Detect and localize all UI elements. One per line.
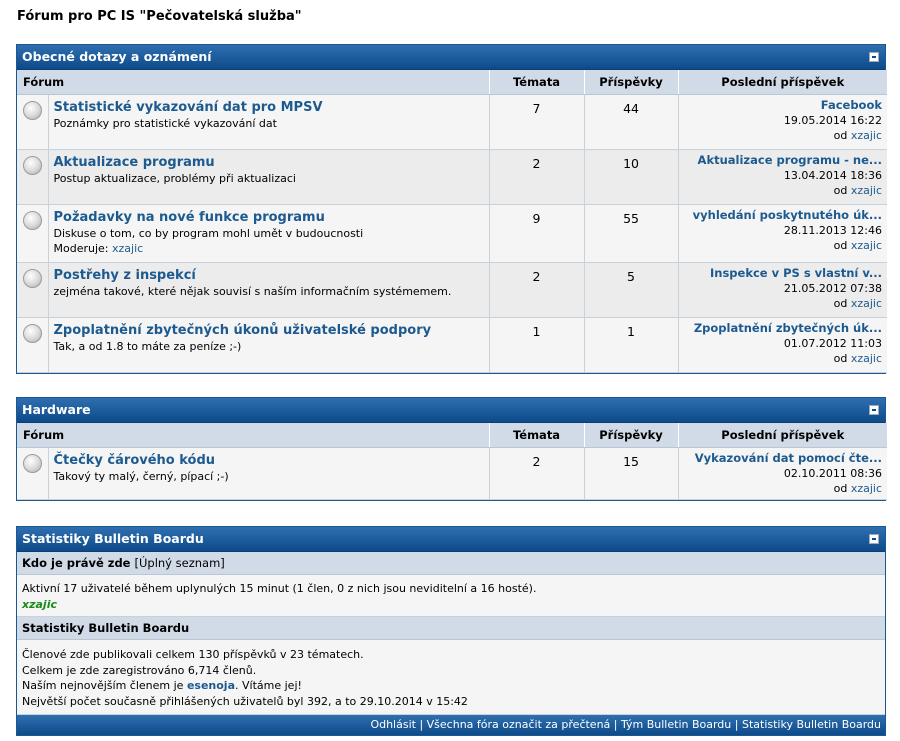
category-hardware [16,397,886,501]
by-label: od [833,239,848,252]
last-post-user-link[interactable]: xzajic [850,239,883,252]
forum-topics-count: 2 [489,263,584,318]
board-stats-title: Statistiky Bulletin Boardu [22,621,190,635]
last-post-author [684,296,883,311]
last-post-user-link[interactable]: xzajic [850,482,883,495]
last-post-user-link[interactable]: xzajic [850,129,883,142]
forum-posts-count: 5 [584,263,678,318]
who-online-body [17,575,885,617]
forum-posts-count: 55 [584,205,678,263]
forum-posts-count: 10 [584,150,678,205]
last-post-author [684,183,883,198]
last-post-author [684,128,883,143]
forum-description: Diskuse o tom, co by program mohl umět v budoucnosti [53,227,364,240]
forum-posts-count: 1 [584,318,678,373]
who-online-title: Kdo je právě zde [22,556,131,570]
forum-last-post-cell [678,448,887,500]
forum-title-link[interactable]: Postřehy z inspekcí [53,268,196,283]
col-posts: Příspěvky [584,70,678,95]
forum-topics-count: 2 [489,448,584,500]
stats-title: Statistiky Bulletin Boardu [22,531,204,546]
forum-table [17,70,887,373]
moderator-link[interactable]: xzajic [112,242,144,255]
last-post-date: 01.07.2012 11:03 [783,337,883,350]
board-stats-header [17,617,885,640]
forum-status-cell [17,318,48,373]
forum-info-cell [48,263,489,318]
forum-description: Tak, a od 1.8 to máte za peníze ;-) [53,340,242,353]
board-stats-body [17,640,885,715]
collapse-icon[interactable] [869,52,879,62]
by-label: od [833,184,848,197]
moderator-label: Moderuje: [53,242,109,255]
forum-row [17,448,887,500]
forum-table-header [17,423,887,448]
forum-status-cell [17,263,48,318]
forum-info-cell [48,95,489,150]
last-post-title-link[interactable]: Vykazování dat pomocí čte... [694,451,883,465]
col-forum: Fórum [17,423,489,448]
stats-members-line: Celkem je zde zaregistrováno 6,714 členů. [22,663,257,677]
stats-newest-line [22,678,880,694]
forum-status-cell [17,150,48,205]
last-post-author [684,481,883,496]
forum-info-cell [48,205,489,263]
last-post-user-link[interactable]: xzajic [850,352,883,365]
board-stats-link[interactable]: Statistiky Bulletin Boardu [741,718,881,731]
col-topics: Témata [489,70,584,95]
forum-status-cell [17,448,48,500]
forum-title-link[interactable]: Aktualizace programu [53,155,215,170]
forum-row [17,95,887,150]
collapse-icon[interactable] [869,405,879,415]
forum-status-icon [23,211,42,230]
forum-posts-count: 44 [584,95,678,150]
forum-status-icon [23,101,42,120]
collapse-icon[interactable] [869,534,879,544]
last-post-date: 19.05.2014 16:22 [783,114,883,127]
forum-moderators [54,241,484,256]
by-label: od [833,352,848,365]
forum-last-post-cell [678,263,887,318]
category-title[interactable]: Hardware [22,402,91,417]
forum-row [17,318,887,373]
last-post-date: 28.11.2013 12:46 [783,224,883,237]
forum-description: Poznámky pro statistické vykazování dat [53,117,277,130]
forum-table [17,423,887,500]
forum-row [17,150,887,205]
forum-posts-count: 15 [584,448,678,500]
stats-header [17,527,885,552]
category-header [17,45,885,70]
forum-description: zejména takové, které nějak souvisí s naším informačním systémemem. [53,285,452,298]
forum-row [17,263,887,318]
forum-status-icon [23,269,42,288]
logout-link[interactable]: Odhlásit [370,718,416,731]
stats-record-line: Největší počet současně přihlášených uživatelů byl 392, a to 29.10.2014 v 15:42 [22,694,468,708]
last-post-title-link[interactable]: Zpoplatnění zbytečných úk... [693,321,883,335]
last-post-title-link[interactable]: Facebook [820,98,883,112]
stats-panel [16,526,886,736]
forum-info-cell [48,150,489,205]
full-list-link[interactable]: [Úplný seznam] [134,556,225,570]
col-topics: Témata [489,423,584,448]
last-post-date: 02.10.2011 08:36 [783,467,883,480]
category-header [17,398,885,423]
col-posts: Příspěvky [584,423,678,448]
by-label: od [833,129,848,142]
who-online-text: Aktivní 17 uživatelé během uplynulých 15 minut (1 člen, 0 z nich jsou neviditelní a 16 hosté). [22,582,537,595]
forum-status-cell [17,95,48,150]
category-general [16,44,886,374]
last-post-title-link[interactable]: Inspekce v PS s vlastní v... [710,266,883,280]
last-post-user-link[interactable]: xzajic [850,297,883,310]
forum-status-icon [23,156,42,175]
forum-last-post-cell [678,318,887,373]
last-post-author [684,238,883,253]
forum-last-post-cell [678,95,887,150]
last-post-title-link[interactable]: vyhledání poskytnutého úk... [692,208,883,222]
forum-topics-count: 2 [489,150,584,205]
forum-last-post-cell [678,150,887,205]
who-online-header [17,552,885,575]
by-label: od [833,297,848,310]
forum-topics-count: 1 [489,318,584,373]
newest-suffix: . Vítáme jej! [235,679,302,692]
forum-description: Postup aktualizace, problémy při aktualizaci [53,172,296,185]
last-post-author [684,351,883,366]
mark-all-read-link[interactable]: Všechna fóra označit za přečtená [426,718,611,731]
last-post-date: 21.05.2012 07:38 [783,282,883,295]
forum-row [17,205,887,263]
forum-last-post-cell [678,205,887,263]
forum-status-icon [23,324,42,343]
team-link[interactable]: Tým Bulletin Boardu [621,718,732,731]
last-post-title-link[interactable]: Aktualizace programu - ne... [697,153,883,167]
last-post-date: 13.04.2014 18:36 [783,169,883,182]
forum-description: Takový ty malý, černý, pípací ;-) [53,470,229,483]
forum-topics-count: 7 [489,95,584,150]
forum-title-link[interactable]: Statistické vykazování dat pro MPSV [53,100,323,115]
col-last-post: Poslední příspěvek [678,70,887,95]
forum-title-link[interactable]: Požadavky na nové funkce programu [53,210,325,225]
footer-links: Odhlásit | Všechna fóra označit za přečtená | Tým Bulletin Boardu | Statistiky Bulletin Boardu [17,715,885,735]
page-title: Fórum pro PC IS "Pečovatelská služba" [17,9,302,24]
forum-status-cell [17,205,48,263]
stats-posts-line: Členové zde publikovali celkem 130 příspěvků v 23 tématech. [22,648,364,661]
col-last-post: Poslední příspěvek [678,423,887,448]
forum-topics-count: 9 [489,205,584,263]
forum-title-link[interactable]: Zpoplatnění zbytečných úkonů uživatelské podpory [53,323,432,338]
forum-table-header [17,70,887,95]
forum-info-cell [48,318,489,373]
col-forum: Fórum [17,70,489,95]
forum-status-icon [23,454,42,473]
online-user-link[interactable]: xzajic [22,597,57,611]
category-title[interactable]: Obecné dotazy a oznámení [22,49,212,64]
newest-prefix: Naším nejnovějším členem je [22,679,184,692]
last-post-user-link[interactable]: xzajic [850,184,883,197]
by-label: od [833,482,848,495]
newest-member-link[interactable]: esenoja [186,679,236,692]
forum-info-cell [48,448,489,500]
forum-title-link[interactable]: Čtečky čárového kódu [53,453,216,468]
